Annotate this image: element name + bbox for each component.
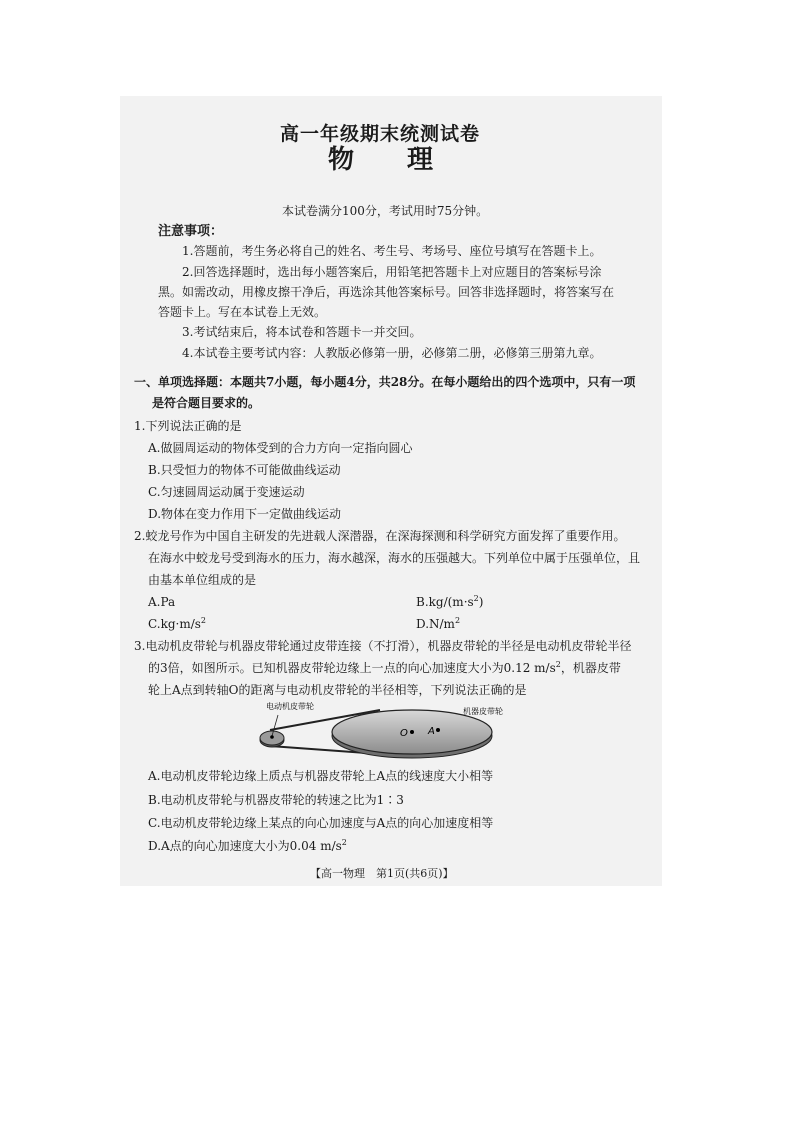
- note-2-line-2: 黑。如需改动，用橡皮擦干净后，再选涂其他答案标号。回答非选择题时，将答案写在: [158, 285, 615, 299]
- q3-option-a: A.电动机皮带轮边缘上质点与机器皮带轮上A点的线速度大小相等: [148, 769, 494, 783]
- note-4: 4.本试卷主要考试内容：人教版必修第一册，必修第二册，必修第三册第九章。: [182, 346, 602, 360]
- point-a: [436, 728, 440, 732]
- label-o: O: [400, 728, 408, 739]
- q2-line-2: 在海水中蛟龙号受到海水的压力，海水越深，海水的压强越大。下列单位中属于压强单位，且: [148, 551, 641, 565]
- q2-option-a: A.Pa: [148, 595, 176, 609]
- subject-title: 物 理: [328, 145, 434, 175]
- q1-option-d: D.物体在变力作用下一定做曲线运动: [148, 507, 342, 521]
- exam-info: 本试卷满分100分，考试用时75分钟。: [282, 204, 489, 218]
- q2-option-c: $C.kg\cdot m/s^2$: [148, 616, 207, 631]
- q3-option-b: B.电动机皮带轮与机器皮带轮的转速之比为1∶3: [148, 793, 404, 807]
- q2-line-3: 由基本单位组成的是: [148, 573, 257, 587]
- q2-line-1: 2.蛟龙号作为中国自主研发的先进载人深潜器，在深海探测和科学研究方面发挥了重要作用。: [134, 529, 626, 543]
- exam-title: 高一年级期末统测试卷: [280, 123, 481, 145]
- q1-option-c: C.匀速圆周运动属于变速运动: [148, 485, 305, 499]
- motor-pulley-point: [270, 735, 274, 739]
- belt-pulley-figure: [250, 700, 510, 760]
- section-1-line-1: 一、单项选择题：本题共7小题，每小题4分，共28分。在每小题给出的四个选项中，只有一项: [134, 375, 636, 389]
- q3-line-1: 3.电动机皮带轮与机器皮带轮通过皮带连接（不打滑），机器皮带轮的半径是电动机皮带轮半径: [134, 639, 632, 653]
- q3-line-2: 的3倍，如图所示。已知机器皮带轮边缘上一点的向心加速度大小为0.12 $m/s^2$，机器皮带: [148, 660, 621, 675]
- label-a: A: [428, 726, 435, 737]
- note-2-line-1: 2.回答选择题时，选出每小题答案后，用铅笔把答题卡上对应题目的答案标号涂: [182, 265, 602, 279]
- label-motor-pulley: 电动机皮带轮: [266, 702, 314, 711]
- q2-option-d: $D.N/m^2$: [416, 616, 461, 631]
- axis-point-o: [410, 730, 414, 734]
- note-1: 1.答题前，考生务必将自己的姓名、考生号、考场号、座位号填写在答题卡上。: [182, 244, 602, 258]
- notes-heading: 注意事项：: [158, 224, 224, 239]
- q3-option-c: C.电动机皮带轮边缘上某点的向心加速度与A点的向心加速度相等: [148, 816, 494, 830]
- q1-stem: 1.下列说法正确的是: [134, 419, 242, 433]
- note-3: 3.考试结束后，将本试卷和答题卡一并交回。: [182, 325, 422, 339]
- note-2-line-3: 答题卡上。写在本试卷上无效。: [158, 305, 327, 319]
- section-1-line-2: 是符合题目要求的。: [152, 396, 261, 410]
- q1-option-a: A.做圆周运动的物体受到的合力方向一定指向圆心: [148, 441, 413, 455]
- page-footer: 【高一物理 第1页(共6页)】: [310, 867, 454, 880]
- label-machine-pulley: 机器皮带轮: [463, 707, 503, 716]
- q3-option-d: D.A点的向心加速度大小为0.04 $m/s^2$: [148, 838, 347, 853]
- q2-option-b: $B.kg/(m\cdot s^2)$: [416, 594, 484, 609]
- q3-line-3: 轮上A点到转轴O的距离与电动机皮带轮的半径相等，下列说法正确的是: [148, 683, 527, 697]
- q1-option-b: B.只受恒力的物体不可能做曲线运动: [148, 463, 341, 477]
